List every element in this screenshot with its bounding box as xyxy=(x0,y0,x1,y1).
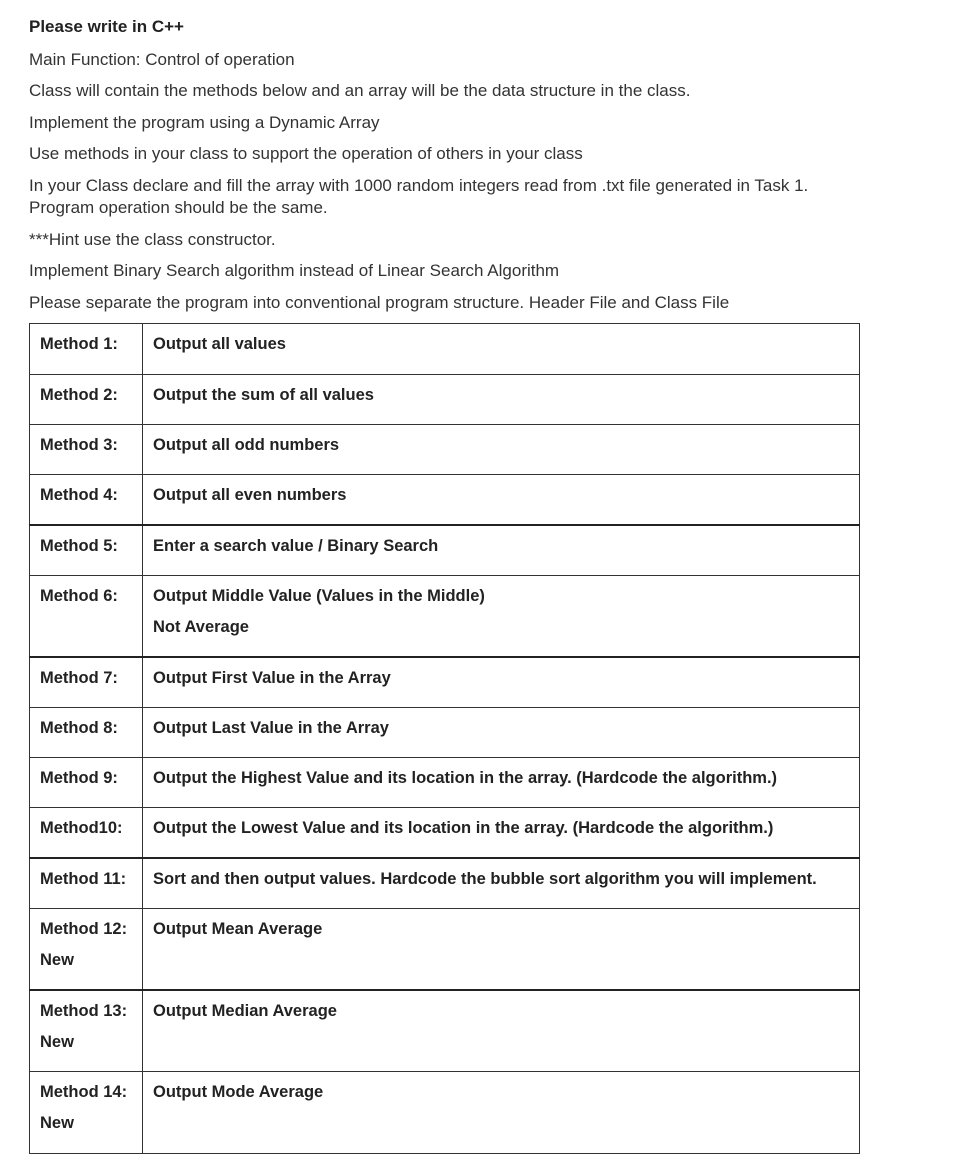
methods-table xyxy=(29,323,860,1154)
method-name: Method 11: xyxy=(30,858,143,909)
method-description: Output Last Value in the Array xyxy=(143,708,860,758)
method-name: Method 7: xyxy=(30,657,143,708)
method-description: Sort and then output values. Hardcode the bubble sort algorithm you will implement. xyxy=(143,858,860,909)
paragraph-use-methods: Use methods in your class to support the operation of others in your class xyxy=(29,144,583,163)
heading: Please write in C++ xyxy=(29,17,184,36)
paragraph-class-methods: Class will contain the methods below and an array will be the data structure in the class. xyxy=(29,81,691,100)
method-description: Output the Highest Value and its location in the array. (Hardcode the algorithm.) xyxy=(143,758,860,808)
paragraph-binary-search: Implement Binary Search algorithm instead of Linear Search Algorithm xyxy=(29,261,560,280)
method-name: Method 2: xyxy=(30,375,143,425)
method-description xyxy=(143,576,860,657)
table-row xyxy=(30,990,860,1072)
method-description: Output Median Average xyxy=(143,990,860,1072)
table-row xyxy=(30,858,860,909)
paragraph-dynamic-array: Implement the program using a Dynamic Array xyxy=(29,113,380,132)
method-description-line: Output Middle Value (Values in the Middle) xyxy=(153,587,485,605)
method-name-cell xyxy=(30,1072,143,1154)
table-row xyxy=(30,1072,860,1154)
method-name: Method 12: xyxy=(40,920,128,938)
method-name: Method 8: xyxy=(30,708,143,758)
method-name-cell xyxy=(30,909,143,990)
table-row xyxy=(30,375,860,425)
method-description-note: Not Average xyxy=(153,618,249,636)
method-description: Output the sum of all values xyxy=(143,375,860,425)
table-row xyxy=(30,324,860,375)
method-description: Output First Value in the Array xyxy=(143,657,860,708)
method-name: Method 13: xyxy=(40,1001,128,1020)
table-row xyxy=(30,808,860,858)
method-description: Output all odd numbers xyxy=(143,425,860,475)
table-row xyxy=(30,758,860,808)
table-row xyxy=(30,708,860,758)
method-name: Method 9: xyxy=(30,758,143,808)
method-description: Enter a search value / Binary Search xyxy=(143,525,860,576)
method-description: Output Mode Average xyxy=(143,1072,860,1154)
method-name: Method 3: xyxy=(30,425,143,475)
method-name-cell xyxy=(30,990,143,1072)
table-row xyxy=(30,425,860,475)
method-name: Method 5: xyxy=(30,525,143,576)
table-row xyxy=(30,576,860,657)
method-description: Output all even numbers xyxy=(143,475,860,525)
method-new-label: New xyxy=(40,951,74,969)
table-row xyxy=(30,525,860,576)
table-row xyxy=(30,475,860,525)
method-new-label: New xyxy=(40,1114,74,1132)
method-name: Method 6: xyxy=(30,576,143,657)
method-name: Method 14: xyxy=(40,1083,128,1101)
paragraph-fill-array: In your Class declare and fill the array with 1000 random integers read from .txt file generated in Task 1. Program operation should be the same. xyxy=(29,176,809,217)
method-name: Method10: xyxy=(30,808,143,858)
table-row xyxy=(30,909,860,990)
method-description: Output Mean Average xyxy=(143,909,860,990)
method-new-label: New xyxy=(40,1032,74,1051)
method-name: Method 1: xyxy=(30,324,143,375)
table-row xyxy=(30,657,860,708)
method-name: Method 4: xyxy=(30,475,143,525)
method-description: Output all values xyxy=(143,324,860,375)
paragraph-main-function: Main Function: Control of operation xyxy=(29,50,295,69)
paragraph-structure: Please separate the program into conventional program structure. Header File and Class File xyxy=(29,293,730,312)
method-description: Output the Lowest Value and its location in the array. (Hardcode the algorithm.) xyxy=(143,808,860,858)
paragraph-hint: ***Hint use the class constructor. xyxy=(29,230,276,249)
